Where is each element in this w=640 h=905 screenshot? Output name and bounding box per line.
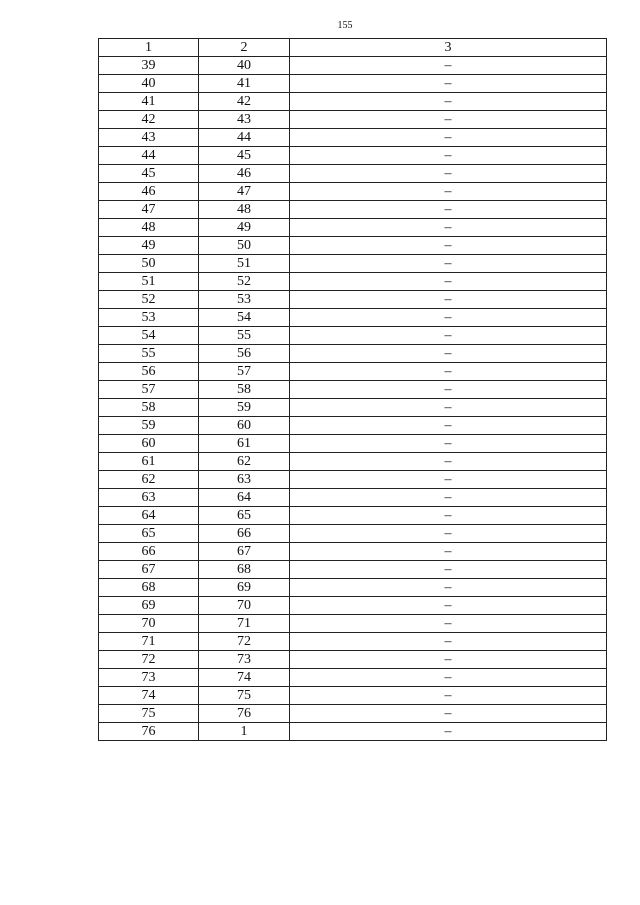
table-cell-col-3: –	[290, 201, 607, 219]
table-cell-col-2: 54	[199, 309, 290, 327]
table-cell-col-3: –	[290, 615, 607, 633]
table-cell-col-1: 67	[99, 561, 199, 579]
table-cell-col-1: 39	[99, 57, 199, 75]
table-row	[99, 219, 607, 237]
table-cell-col-1: 62	[99, 471, 199, 489]
table-cell-col-1: 74	[99, 687, 199, 705]
table-cell-col-2: 40	[199, 57, 290, 75]
table-cell-col-1: 46	[99, 183, 199, 201]
table-cell-col-1: 76	[99, 723, 199, 741]
table-cell-col-2: 43	[199, 111, 290, 129]
table-cell-col-2: 47	[199, 183, 290, 201]
table-cell-col-3: –	[290, 363, 607, 381]
table-row	[99, 363, 607, 381]
data-table	[98, 38, 607, 741]
table-cell-col-2: 64	[199, 489, 290, 507]
table-cell-col-3: –	[290, 561, 607, 579]
table-cell-col-3: –	[290, 327, 607, 345]
table-cell-col-3: –	[290, 75, 607, 93]
table-row	[99, 399, 607, 417]
table-cell-col-3: –	[290, 57, 607, 75]
table-row	[99, 453, 607, 471]
table-cell-col-2: 66	[199, 525, 290, 543]
table-row	[99, 723, 607, 741]
table-cell-col-2: 44	[199, 129, 290, 147]
table-row	[99, 93, 607, 111]
table-cell-col-3: –	[290, 111, 607, 129]
table-cell-col-2: 72	[199, 633, 290, 651]
table-cell-col-2: 49	[199, 219, 290, 237]
table-cell-col-1: 63	[99, 489, 199, 507]
table-cell-col-3: –	[290, 453, 607, 471]
table-cell-col-1: 40	[99, 75, 199, 93]
table-cell-col-2: 76	[199, 705, 290, 723]
table-cell-col-3: –	[290, 183, 607, 201]
table-cell-col-2: 63	[199, 471, 290, 489]
table-cell-col-3: –	[290, 651, 607, 669]
table-row	[99, 489, 607, 507]
table-row	[99, 165, 607, 183]
table-cell-col-2: 52	[199, 273, 290, 291]
table-cell-col-1: 64	[99, 507, 199, 525]
table-row	[99, 579, 607, 597]
table-cell-col-3: –	[290, 417, 607, 435]
table-cell-col-3: –	[290, 579, 607, 597]
table-row	[99, 345, 607, 363]
table-cell-col-2: 74	[199, 669, 290, 687]
table-cell-col-1: 70	[99, 615, 199, 633]
table-row	[99, 507, 607, 525]
table-cell-col-3: –	[290, 129, 607, 147]
table-cell-col-3: –	[290, 669, 607, 687]
table-cell-col-2: 45	[199, 147, 290, 165]
table-cell-col-3: –	[290, 237, 607, 255]
table-cell-col-3: –	[290, 165, 607, 183]
table-cell-col-2: 41	[199, 75, 290, 93]
table-cell-col-3: –	[290, 147, 607, 165]
table-cell-col-2: 50	[199, 237, 290, 255]
table-cell-col-1: 44	[99, 147, 199, 165]
table-cell-col-2: 53	[199, 291, 290, 309]
table-cell-col-1: 57	[99, 381, 199, 399]
table-row	[99, 237, 607, 255]
table-row	[99, 381, 607, 399]
table-row	[99, 327, 607, 345]
table-cell-col-1: 69	[99, 597, 199, 615]
table-row	[99, 273, 607, 291]
table-cell-col-1: 42	[99, 111, 199, 129]
table-cell-col-1: 56	[99, 363, 199, 381]
column-header-2: 2	[199, 39, 290, 57]
table-cell-col-3: –	[290, 687, 607, 705]
table-cell-col-2: 59	[199, 399, 290, 417]
table-header-row	[99, 39, 607, 57]
table-cell-col-2: 75	[199, 687, 290, 705]
table-cell-col-1: 61	[99, 453, 199, 471]
table-cell-col-2: 62	[199, 453, 290, 471]
table-row	[99, 705, 607, 723]
table-cell-col-3: –	[290, 399, 607, 417]
table-cell-col-1: 68	[99, 579, 199, 597]
table-cell-col-2: 61	[199, 435, 290, 453]
table-cell-col-3: –	[290, 219, 607, 237]
table-row	[99, 291, 607, 309]
table-cell-col-2: 73	[199, 651, 290, 669]
table-cell-col-1: 72	[99, 651, 199, 669]
table-cell-col-1: 47	[99, 201, 199, 219]
column-header-3: 3	[290, 39, 607, 57]
table-cell-col-1: 73	[99, 669, 199, 687]
table-row	[99, 633, 607, 651]
table-cell-col-1: 60	[99, 435, 199, 453]
table-cell-col-1: 55	[99, 345, 199, 363]
table-cell-col-2: 69	[199, 579, 290, 597]
table-row	[99, 597, 607, 615]
table-row	[99, 687, 607, 705]
table-cell-col-3: –	[290, 471, 607, 489]
table-cell-col-1: 41	[99, 93, 199, 111]
table-cell-col-2: 48	[199, 201, 290, 219]
column-header-1: 1	[99, 39, 199, 57]
table-cell-col-1: 48	[99, 219, 199, 237]
table-cell-col-1: 51	[99, 273, 199, 291]
table-cell-col-3: –	[290, 705, 607, 723]
table-cell-col-3: –	[290, 723, 607, 741]
table-cell-col-1: 71	[99, 633, 199, 651]
table-cell-col-3: –	[290, 543, 607, 561]
table-cell-col-1: 50	[99, 255, 199, 273]
table-cell-col-2: 71	[199, 615, 290, 633]
table-cell-col-1: 75	[99, 705, 199, 723]
table-row	[99, 471, 607, 489]
table-cell-col-3: –	[290, 345, 607, 363]
table-row	[99, 615, 607, 633]
table-cell-col-1: 66	[99, 543, 199, 561]
table-cell-col-1: 65	[99, 525, 199, 543]
table-cell-col-2: 51	[199, 255, 290, 273]
table-cell-col-2: 68	[199, 561, 290, 579]
table-row	[99, 561, 607, 579]
table-row	[99, 147, 607, 165]
table-row	[99, 201, 607, 219]
table-row	[99, 255, 607, 273]
table-cell-col-1: 43	[99, 129, 199, 147]
table-cell-col-2: 58	[199, 381, 290, 399]
table-cell-col-2: 46	[199, 165, 290, 183]
table-cell-col-2: 55	[199, 327, 290, 345]
table-row	[99, 309, 607, 327]
table-row	[99, 417, 607, 435]
table-cell-col-3: –	[290, 93, 607, 111]
table-cell-col-2: 70	[199, 597, 290, 615]
table-cell-col-3: –	[290, 507, 607, 525]
table-cell-col-1: 45	[99, 165, 199, 183]
table-cell-col-3: –	[290, 309, 607, 327]
table-cell-col-3: –	[290, 291, 607, 309]
table-cell-col-1: 59	[99, 417, 199, 435]
table-cell-col-2: 67	[199, 543, 290, 561]
table-cell-col-1: 49	[99, 237, 199, 255]
table-cell-col-3: –	[290, 489, 607, 507]
table-cell-col-2: 65	[199, 507, 290, 525]
table-row	[99, 669, 607, 687]
table-cell-col-3: –	[290, 435, 607, 453]
table-row	[99, 525, 607, 543]
table-row	[99, 435, 607, 453]
table-cell-col-3: –	[290, 597, 607, 615]
table-row	[99, 183, 607, 201]
table-cell-col-2: 56	[199, 345, 290, 363]
table-cell-col-3: –	[290, 525, 607, 543]
table-cell-col-1: 58	[99, 399, 199, 417]
table-row	[99, 75, 607, 93]
table-cell-col-2: 60	[199, 417, 290, 435]
table-cell-col-2: 57	[199, 363, 290, 381]
table-cell-col-3: –	[290, 273, 607, 291]
table-row	[99, 111, 607, 129]
table-body	[99, 57, 607, 741]
table-cell-col-2: 42	[199, 93, 290, 111]
table-cell-col-1: 54	[99, 327, 199, 345]
table-row	[99, 543, 607, 561]
table-cell-col-3: –	[290, 381, 607, 399]
table-cell-col-1: 52	[99, 291, 199, 309]
table-row	[99, 129, 607, 147]
table-row	[99, 57, 607, 75]
page-number: 155	[337, 20, 353, 31]
table-cell-col-3: –	[290, 633, 607, 651]
table-cell-col-2: 1	[199, 723, 290, 741]
table-row	[99, 651, 607, 669]
table-cell-col-3: –	[290, 255, 607, 273]
table-cell-col-1: 53	[99, 309, 199, 327]
